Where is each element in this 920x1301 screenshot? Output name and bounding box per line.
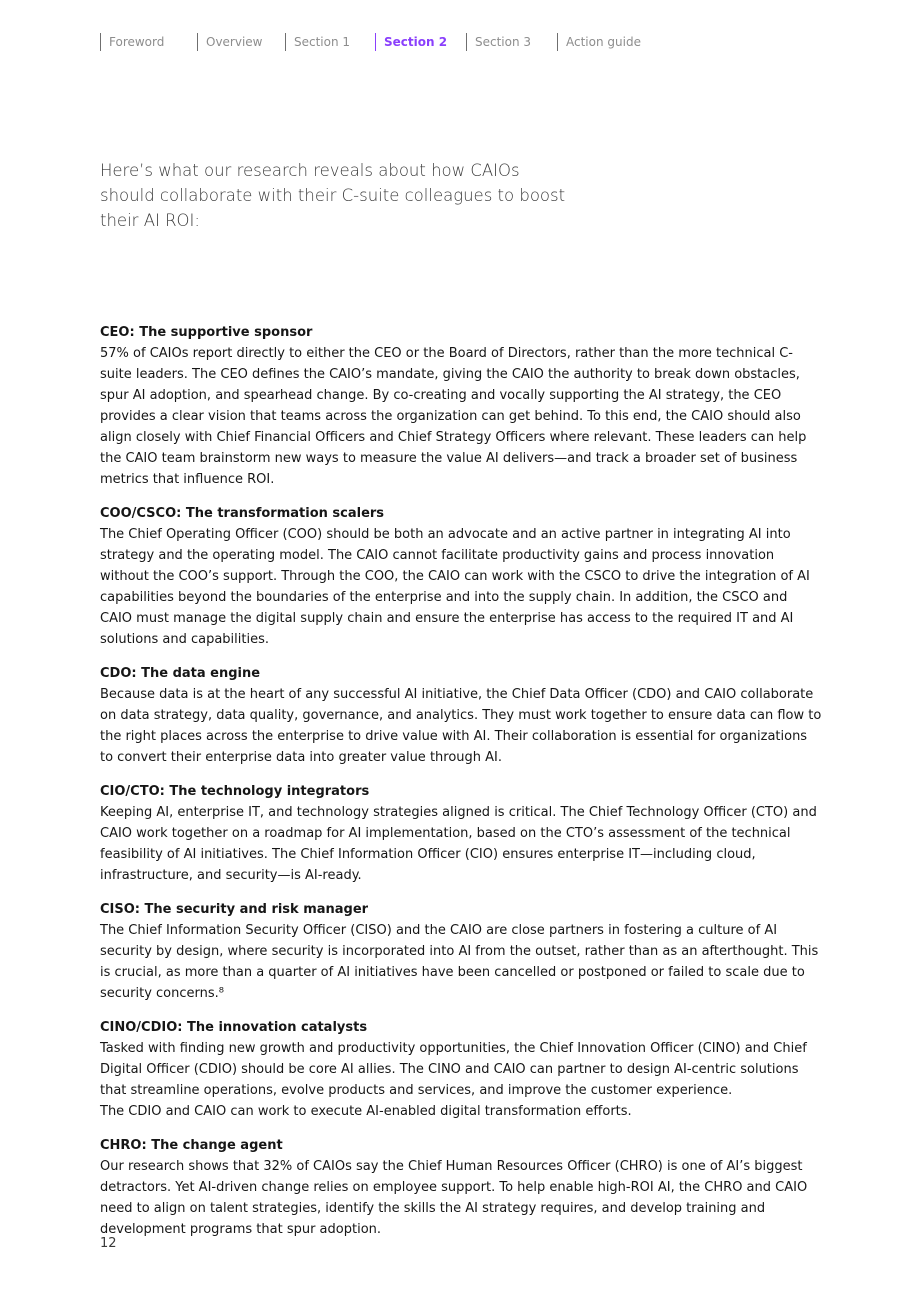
nav-action-guide-link[interactable]: Action guide — [557, 33, 641, 51]
page-number: 12 — [100, 1236, 117, 1251]
section-body: Our research shows that 32% of CAIOs say the Chief Human Resources Officer (CHRO) is one of AI’s biggest detractors. Yet AI-driven change relies on employee support. To help enable high-ROI AI, the CHRO and CAIO need to align on talent strategies, identify the skills the AI strategy requires, and develop training and development programs that spur adoption. — [100, 1159, 808, 1237]
c-suite-sections — [100, 322, 822, 1253]
section-heading: CDO: The data engine — [100, 666, 261, 681]
section-heading: COO/CSCO: The transformation scalers — [100, 506, 385, 521]
section-heading: CINO/CDIO: The innovation catalysts — [100, 1020, 368, 1035]
section-cino-cdio — [100, 1017, 822, 1122]
section-heading: CISO: The security and risk manager — [100, 902, 369, 917]
section-heading: CIO/CTO: The technology integrators — [100, 784, 370, 799]
nav-section-1-link[interactable]: Section 1 — [285, 33, 350, 51]
section-chro — [100, 1135, 822, 1240]
nav-section-3-link[interactable]: Section 3 — [466, 33, 531, 51]
section-coo-csco — [100, 503, 822, 650]
section-ciso — [100, 899, 822, 1004]
section-body: 57% of CAIOs report directly to either the CEO or the Board of Directors, rather than the more technical C-suite leaders. The CEO defines the CAIO’s mandate, giving the CAIO the authority to break down obstacles, spur AI adoption, and spearhead change. By co-creating and vocally supporting the AI strategy, the CEO provides a clear vision that teams across the organization can get behind. To this end, the CAIO should also align closely with Chief Financial Officers and Chief Strategy Officers where relevant. These leaders can help the CAIO team brainstorm new ways to measure the value AI delivers—and track a broader set of business metrics that influence ROI. — [100, 346, 807, 487]
intro-paragraph: Here’s what our research reveals about how CAIOs should collaborate with their C-suite colleagues to boost their AI ROI: — [100, 161, 566, 230]
nav-foreword-link[interactable]: Foreword — [100, 33, 164, 51]
section-heading: CHRO: The change agent — [100, 1138, 283, 1153]
nav-overview-link[interactable]: Overview — [197, 33, 263, 51]
section-body: The Chief Operating Officer (COO) should be both an advocate and an active partner in integrating AI into strategy and the operating model. The CAIO cannot facilitate productivity gains and process innovation without the COO’s support. Through the COO, the CAIO can work with the CSCO to drive the integration of AI capabilities beyond the boundaries of the enterprise and into the supply chain. In addition, the CSCO and CAIO must manage the digital supply chain and ensure the enterprise has access to the required IT and AI solutions and capabilities. — [100, 527, 810, 647]
section-cio-cto — [100, 781, 822, 886]
nav-section-2-link[interactable]: Section 2 — [375, 33, 447, 51]
section-cdo — [100, 663, 822, 768]
section-body-continued: The CDIO and CAIO can work to execute AI-enabled digital transformation efforts. — [100, 1104, 632, 1119]
section-body: Tasked with finding new growth and productivity opportunities, the Chief Innovation Officer (CINO) and Chief Digital Officer (CDIO) should be core AI allies. The CINO and CAIO can partner to design AI-centric solutions that streamline operations, evolve products and services, and improve the customer experience. — [100, 1041, 807, 1098]
section-heading: CEO: The supportive sponsor — [100, 325, 313, 340]
section-body: The Chief Information Security Officer (CISO) and the CAIO are close partners in fostering a culture of AI security by design, where security is incorporated into AI from the outset, rather than as an afterthought. This is crucial, as more than a quarter of AI initiatives have been cancelled or postponed or failed to scale due to security concerns.⁸ — [100, 923, 819, 1001]
section-body: Because data is at the heart of any successful AI initiative, the Chief Data Officer (CDO) and CAIO collaborate on data strategy, data quality, governance, and analytics. They must work together to ensure data can flow to the right places across the enterprise to drive value with AI. Their collaboration is essential for organizations to convert their enterprise data into greater value through AI. — [100, 687, 822, 765]
section-body: Keeping AI, enterprise IT, and technology strategies aligned is critical. The Chief Technology Officer (CTO) and CAIO work together on a roadmap for AI implementation, based on the CTO’s assessment of the technical feasibility of AI initiatives. The Chief Information Officer (CIO) ensures enterprise IT—including cloud, infrastructure, and security—is AI-ready. — [100, 805, 817, 883]
section-ceo — [100, 322, 822, 490]
